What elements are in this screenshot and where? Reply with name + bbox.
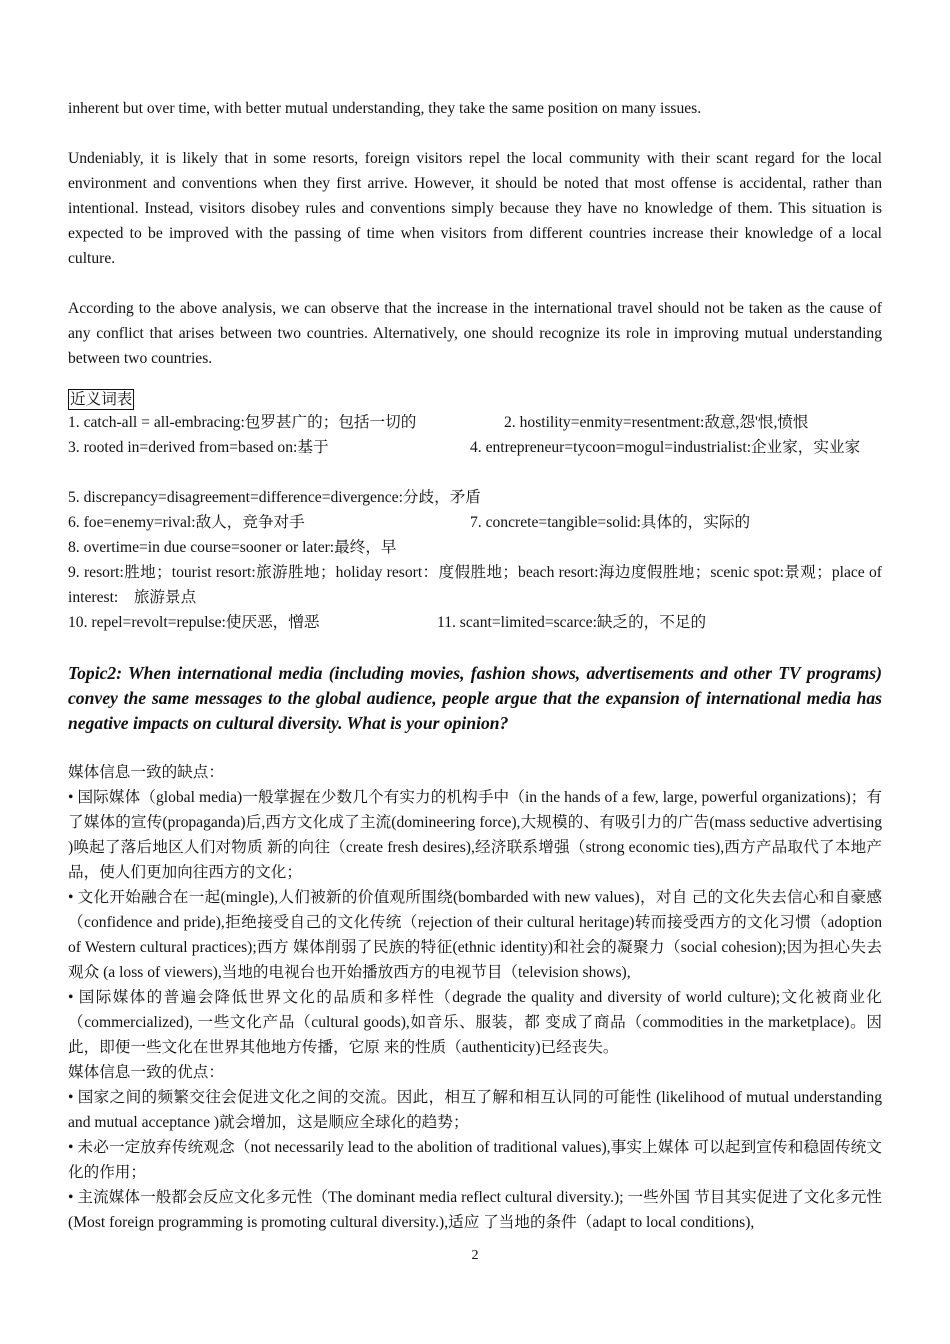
vocab-item-4: 4. entrepreneur=tycoon=mogul=industrialist:企业家，实业家 (470, 439, 861, 456)
pros-bullet-1: • 国家之间的频繁交往会促进文化之间的交流。因此，相互了解和相互认同的可能性 (likelihood of mutual understanding and mutual acceptance )就会增加，这是顺应全球化的趋势； (68, 1089, 882, 1131)
cons-bullet-1: • 国际媒体（global media)一般掌握在少数几个有实力的机构手中（in the hands of a few, large, powerful organizations)；有了媒体的宣传(propaganda)后,西方文化成了主流(domineering force),大规模的、有吸引力的广告(mass seductive advertising )唤起了落后地区人们对物质 新的向往（create fresh desires),经济联系增强（strong economic ties),西方产品取代了本地产 品，使人们更加向往西方的文化； (68, 789, 882, 881)
vocab-item-8: 8. overtime=in due course=sooner or later:最终，早 (68, 539, 397, 556)
vocab-item (68, 535, 882, 560)
cons-bullet-2: • 文化开始融合在一起(mingle),人们被新的价值观所围绕(bombarded with new values)，对自 己的文化失去信心和自豪感（confidence and pride),拒绝接受自己的文化传统（rejection of their cultural heritage)转而接受西方的文化习惯（adoption of Western cultural practices);西方 媒体削弱了民族的特征(ethnic identity)和社会的凝聚力（social cohesion);因为担心失去观众 (a loss of viewers),当地的电视台也开始播放西方的电视节目（television shows), (68, 889, 882, 981)
page-number: 2 (471, 1248, 479, 1263)
vocab-item-5: 5. discrepancy=disagreement=difference=divergence:分歧，矛盾 (68, 489, 481, 506)
pros-bullet-3: • 主流媒体一般都会反应文化多元性（The dominant media reflect cultural diversity.); 一些外国 节目其实促进了文化多元性(Most foreign programming is promoting cultural diversity.),适应 了当地的条件（adapt to local conditions), (68, 1189, 882, 1231)
topic2-heading: Topic2: When international media (including movies, fashion shows, advertisements and other TV programs) convey the same messages to the global audience, people argue that the expansion of international media has negative impacts on cultural diversity. What is your opinion? (68, 663, 882, 733)
vocab-list (68, 410, 882, 635)
vocab-item-9: 9. resort:胜地；tourist resort:旅游胜地；holiday resort：度假胜地；beach resort:海边度假胜地；scenic spot:景观；place of interest: 旅游景点 (68, 564, 882, 606)
vocab-item-2: 2. hostility=enmity=resentment:敌意,怨'恨,愤恨 (504, 414, 809, 431)
vocab-item (68, 560, 882, 610)
document-page (68, 96, 882, 1235)
pros-bullet-2: • 未必一定放弃传统观念（not necessarily lead to the abolition of traditional values),事实上媒体 可以起到宣传和稳固传统文化的作用； (68, 1139, 882, 1181)
vocab-item-11: 11. scant=limited=scarce:缺乏的，不足的 (437, 614, 707, 631)
cons-bullet-3: • 国际媒体的普遍会降低世界文化的品质和多样性（degrade the quality and diversity of world culture);文化被商业化（commercialized), 一些文化产品（cultural goods),如音乐、服装，都 变成了商品（commodities in the marketplace)。因此，即便一些文化在世界其他地方传播，它原 来的性质（authenticity)已经丧失。 (68, 989, 882, 1056)
paragraph-resorts: Undeniably, it is likely that in some resorts, foreign visitors repel the local community with their scant regard for the local environment and conventions when they first arrive. However, it should be noted that most offense is accidental, rather than intentional. Instead, visitors disobey rules and conventions simply because they have no knowledge of them. This situation is expected to be improved with the passing of time when visitors from different countries increase their knowledge of a local culture. (68, 150, 882, 267)
vocab-item-7: 7. concrete=tangible=solid:具体的，实际的 (470, 514, 751, 531)
cons-title: 媒体信息一致的缺点： (68, 764, 224, 781)
vocab-item-10: 10. repel=revolt=repulse:使厌恶，憎恶 (68, 614, 320, 631)
paragraph-conclusion: According to the above analysis, we can observe that the increase in the international travel should not be taken as the cause of any conflict that arises between two countries. Alternatively, one should recognize its role in improving mutual understanding between two countries. (68, 300, 882, 367)
vocab-item (68, 410, 882, 435)
paragraph-continuation: inherent but over time, with better mutual understanding, they take the same position on many issues. (68, 100, 702, 117)
vocab-item (68, 485, 882, 510)
vocab-item-3: 3. rooted in=derived from=based on:基于 (68, 439, 329, 456)
vocab-item (68, 610, 882, 635)
vocab-item (68, 435, 882, 485)
vocab-item-6: 6. foe=enemy=rival:敌人，竞争对手 (68, 514, 305, 531)
vocab-section (68, 389, 882, 635)
vocab-title: 近义词表 (70, 391, 133, 408)
pros-title: 媒体信息一致的优点： (68, 1064, 224, 1081)
vocab-item-1: 1. catch-all = all-embracing:包罗甚广的；包括一切的 (68, 414, 417, 431)
vocab-item (68, 510, 882, 535)
